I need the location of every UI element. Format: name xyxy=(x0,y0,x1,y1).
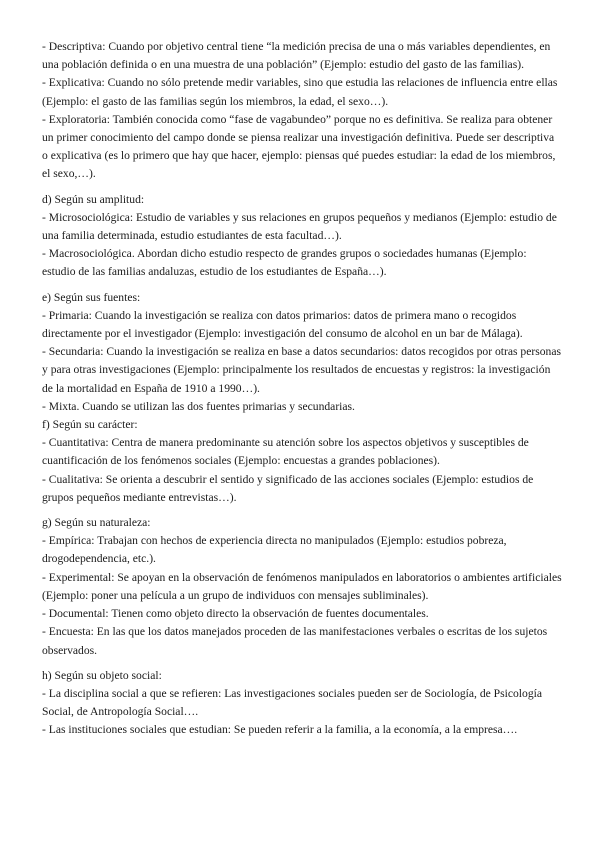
paragraph-cuantitativa: - Cuantitativa: Centra de manera predominante su atención sobre los aspectos objetivos y susceptibles de cuantificación de los fenómenos sociales (Ejemplo: encuestas a grandes poblaciones). xyxy=(42,436,529,468)
section-fuentes xyxy=(42,289,562,416)
section-heading: h) Según su objeto social: xyxy=(42,668,162,682)
paragraph-cualitativa: - Cualitativa: Se orienta a descubrir el sentido y significado de las acciones sociales (Ejemplo: estudios de grupos pequeños mediante entrevistas…). xyxy=(42,472,534,504)
paragraph-encuesta: - Encuesta: En las que los datos manejados proceden de las manifestaciones verbales o escritas de los sujetos observados. xyxy=(42,625,548,657)
paragraph-disciplina: - La disciplina social a que se refieren: Las investigaciones sociales pueden ser de Sociología, de Psicología Social, de Antropología Social…. xyxy=(42,686,542,719)
section-heading: e) Según sus fuentes: xyxy=(42,290,141,304)
section-objeto-social xyxy=(42,667,562,740)
section-caracter xyxy=(42,416,562,507)
document-page xyxy=(42,38,562,740)
paragraph-explicativa: - Explicativa: Cuando no sólo pretende medir variables, sino que estudia las relaciones de influencia entre ellas (Ejemplo: el gasto de las familias según los miembros, la edad, el sexo…). xyxy=(42,76,558,108)
paragraph-exploratoria: - Exploratoria: También conocida como “fase de vagabundeo” porque no es definitiva. Se realiza para obtener un primer conocimiento del campo donde se piensa realizar una investigación definitiva. Puede ser descriptiva o explicativa (es lo primero que hay que hacer, ejemplo: piensas qué puedes estudiar: la edad de los miembros, el sexo,…). xyxy=(42,112,556,181)
paragraph-primaria: - Primaria: Cuando la investigación se realiza con datos primarios: datos de primera mano o recogidos directamente por el investigador (Ejemplo: investigación del consumo de alcohol en un bar de Málaga). xyxy=(42,308,523,341)
paragraph-secundaria: - Secundaria: Cuando la investigación se realiza en base a datos secundarios: datos recogidos por otras personas y para otras investigaciones (Ejemplo: principalmente los resultados de encuestas y registros: la investigación de la mortalidad en España de 1910 a 1990…). xyxy=(42,345,561,395)
paragraph-documental: - Documental: Tienen como objeto directo la observación de fuentes documentales. xyxy=(42,607,429,621)
section-heading: g) Según su naturaleza: xyxy=(42,516,151,530)
section-amplitud xyxy=(42,191,562,282)
section-naturaleza xyxy=(42,514,562,660)
paragraph-descriptiva: - Descriptiva: Cuando por objetivo central tiene “la medición precisa de una o más variables dependientes, en una población definida o en una muestra de una población” (Ejemplo: estudio del gasto de las familias). xyxy=(42,40,551,72)
paragraph-empirica: - Empírica: Trabajan con hechos de experiencia directa no manipulados (Ejemplo: estudios pobreza, drogodependencia, etc.). xyxy=(42,534,507,566)
paragraph-microsociologica: - Microsociológica: Estudio de variables y sus relaciones en grupos pequeños y medianos (Ejemplo: estudio de una familia determinada, estudio estudiantes de esta facultad…). xyxy=(42,210,557,243)
paragraph-macrosociologica: - Macrosociológica. Abordan dicho estudio respecto de grandes grupos o sociedades humanas (Ejemplo: estudio de las familias andaluzas, estudio de los estudiantes de España…). xyxy=(42,247,527,279)
paragraph-mixta: - Mixta. Cuando se utilizan las dos fuentes primarias y secundarias. xyxy=(42,399,355,413)
paragraph-experimental: - Experimental: Se apoyan en la observación de fenómenos manipulados en laboratorios o ambientes artificiales (Ejemplo: poner una película a un grupo de individuos con mensajes subliminales). xyxy=(42,570,562,602)
paragraph-instituciones: - Las instituciones sociales que estudian: Se pueden referir a la familia, a la economía, a la empresa…. xyxy=(42,723,518,737)
section-heading: f) Según su carácter: xyxy=(42,418,138,432)
section-heading: d) Según su amplitud: xyxy=(42,192,145,206)
